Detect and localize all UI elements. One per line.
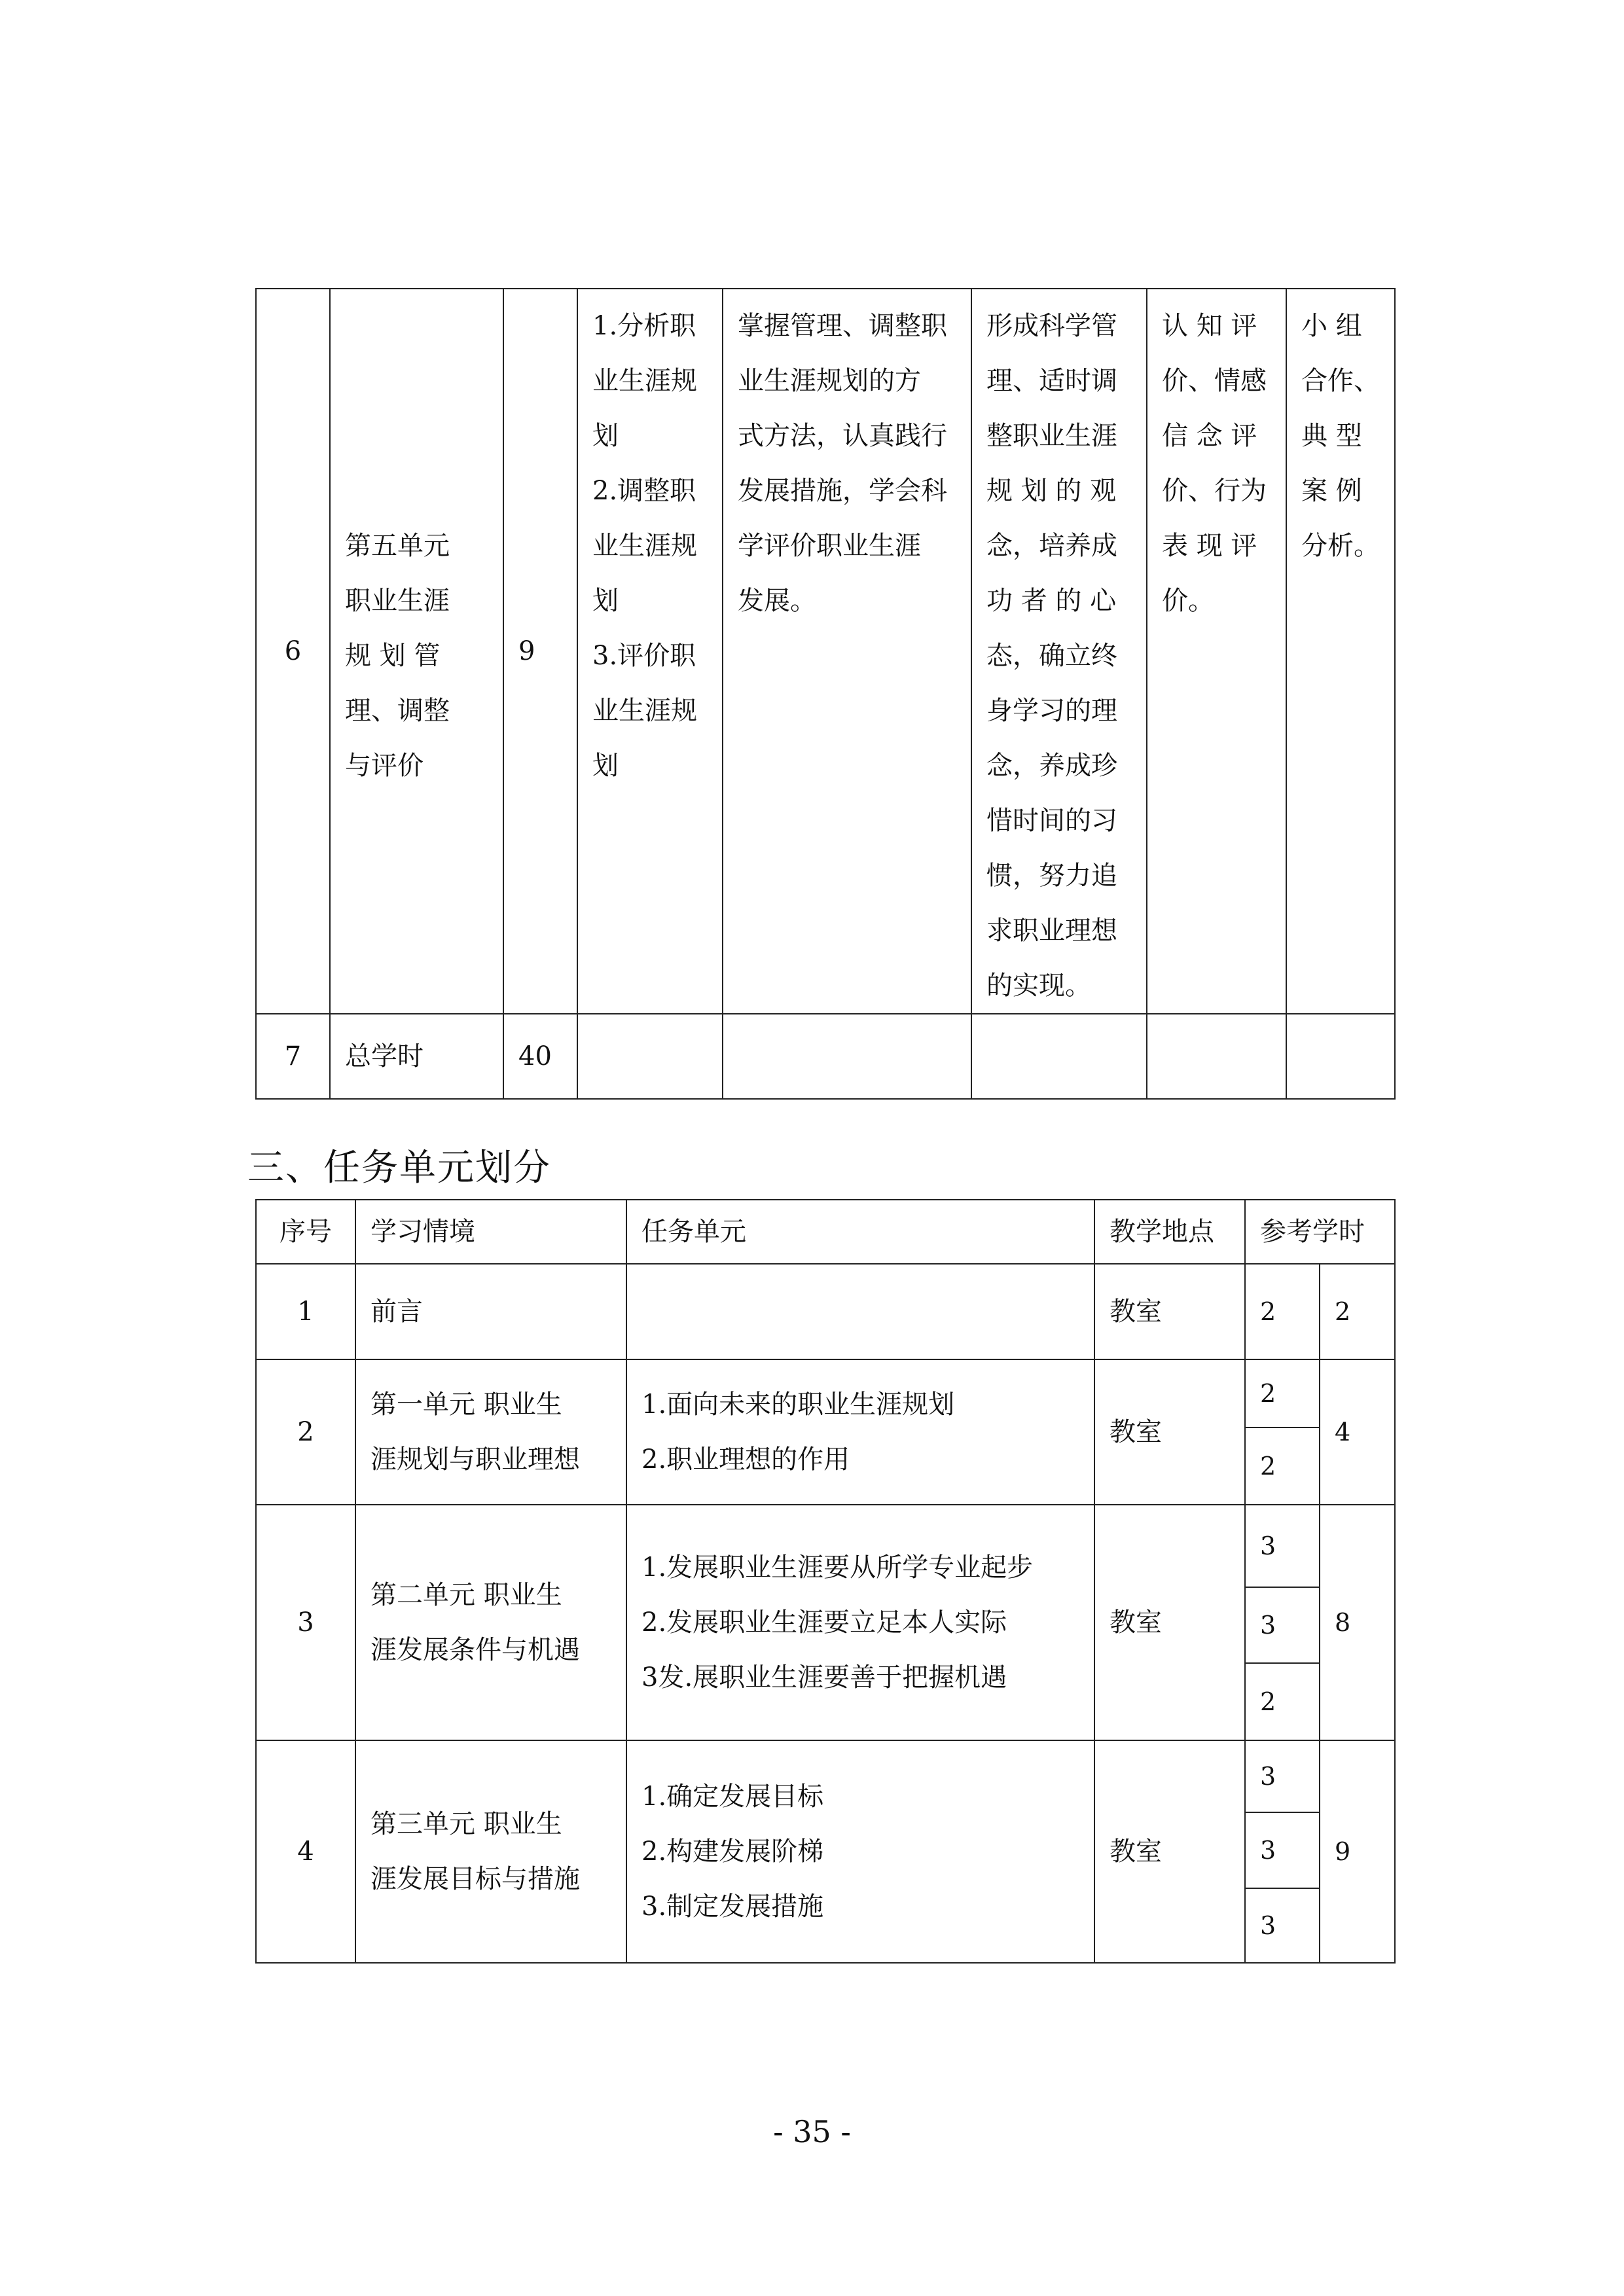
quality-goal: 形成科学管 理、适时调 整职业生涯 规 划 的 观 念，培养成 功 者 的 心 态，确立终 身学习的理 念，养成珍 惜时间的习 惯，努力追 求职业理想 的实现。: [986, 311, 1117, 1001]
empty-cell: [971, 1014, 1147, 1099]
header-situation: 学习情境: [355, 1200, 626, 1264]
table-row: [256, 1264, 1395, 1359]
table-row: [256, 1359, 1395, 1427]
sub-hours-cell: 2: [1245, 1663, 1320, 1740]
total-hours-cell: 8: [1320, 1505, 1395, 1740]
table-row: [256, 1014, 1395, 1099]
location-cell: 教室: [1094, 1740, 1245, 1963]
situation-cell: 第一单元 职业生 涯规划与职业理想: [355, 1359, 626, 1505]
content-cell: [577, 289, 723, 1014]
assessment-cell: [1147, 289, 1286, 1014]
empty-cell: [1147, 1014, 1286, 1099]
assessment-method: 认 知 评 价、情感 信 念 评 价、行为 表 现 评 价。: [1162, 311, 1267, 616]
task-cell: [626, 1264, 1094, 1359]
task-cell: 1.面向未来的职业生涯规划 2.职业理想的作用: [626, 1359, 1094, 1505]
unit-content: 1.分析职 业生涯规 划 2.调整职 业生涯规 划 3.评价职 业生涯规 划: [592, 311, 697, 781]
section-title: 三、任务单元划分: [247, 1147, 551, 1189]
seq-cell: 3: [256, 1505, 355, 1740]
header-hours: 参考学时: [1245, 1200, 1395, 1264]
empty-cell: [577, 1014, 723, 1099]
header-task: 任务单元: [626, 1200, 1094, 1264]
total-label-cell: [330, 1014, 503, 1099]
sub-hours-cell: 2: [1245, 1427, 1320, 1505]
situation-cell: 前言: [355, 1264, 626, 1359]
course-content-table: [255, 288, 1396, 1100]
task-unit-table: [255, 1199, 1396, 1964]
row-index-cell: [256, 289, 330, 1014]
method-cell: [1286, 289, 1395, 1014]
sub-hours-cell: 3: [1245, 1812, 1320, 1888]
row-index-cell: [256, 1014, 330, 1099]
table-row: [256, 1505, 1395, 1587]
empty-cell: [1286, 1014, 1395, 1099]
row-index: 7: [284, 1041, 302, 1071]
header-location: 教学地点: [1094, 1200, 1245, 1264]
row-index: 6: [284, 636, 302, 666]
empty-cell: [723, 1014, 971, 1099]
sub-hours-cell: 3: [1245, 1888, 1320, 1963]
table-row: [256, 289, 1395, 1014]
unit-cell: [330, 289, 503, 1014]
location-cell: 教室: [1094, 1359, 1245, 1505]
total-hours-cell: 2: [1320, 1264, 1395, 1359]
knowledge-cell: [723, 289, 971, 1014]
teaching-method: 小 组 合作、 典 型 案 例 分析。: [1301, 311, 1380, 561]
table-row: [256, 1740, 1395, 1812]
total-hours-cell: [503, 1014, 577, 1099]
seq-cell: 4: [256, 1740, 355, 1963]
quality-cell: [971, 289, 1147, 1014]
task-cell: 1.发展职业生涯要从所学专业起步 2.发展职业生涯要立足本人实际 3发.展职业生涯要善于把握机遇: [626, 1505, 1094, 1740]
seq-cell: 2: [256, 1359, 355, 1505]
sub-hours-cell: 3: [1245, 1505, 1320, 1587]
sub-hours-cell: 3: [1245, 1587, 1320, 1663]
unit-name: 第五单元 职业生涯 规 划 管 理、调整 与评价: [345, 531, 450, 781]
header-seq: 序号: [256, 1200, 355, 1264]
page-number: - 35 -: [773, 2114, 851, 2149]
sub-hours-cell: 3: [1245, 1740, 1320, 1812]
total-hours-cell: 9: [1320, 1740, 1395, 1963]
total-hours: 40: [518, 1041, 552, 1071]
table-header-row: [256, 1200, 1395, 1264]
unit-hours: 9: [518, 636, 535, 666]
sub-hours-cell: 2: [1245, 1264, 1320, 1359]
seq-cell: 1: [256, 1264, 355, 1359]
total-hours-cell: 4: [1320, 1359, 1395, 1505]
location-cell: 教室: [1094, 1264, 1245, 1359]
situation-cell: 第二单元 职业生 涯发展条件与机遇: [355, 1505, 626, 1740]
situation-cell: 第三单元 职业生 涯发展目标与措施: [355, 1740, 626, 1963]
task-cell: 1.确定发展目标 2.构建发展阶梯 3.制定发展措施: [626, 1740, 1094, 1963]
hours-cell: [503, 289, 577, 1014]
knowledge-goal: 掌握管理、调整职 业生涯规划的方 式方法，认真践行 发展措施，学会科 学评价职业生涯 发展。: [738, 311, 947, 616]
total-label: 总学时: [345, 1041, 424, 1071]
location-cell: 教室: [1094, 1505, 1245, 1740]
sub-hours-cell: 2: [1245, 1359, 1320, 1427]
